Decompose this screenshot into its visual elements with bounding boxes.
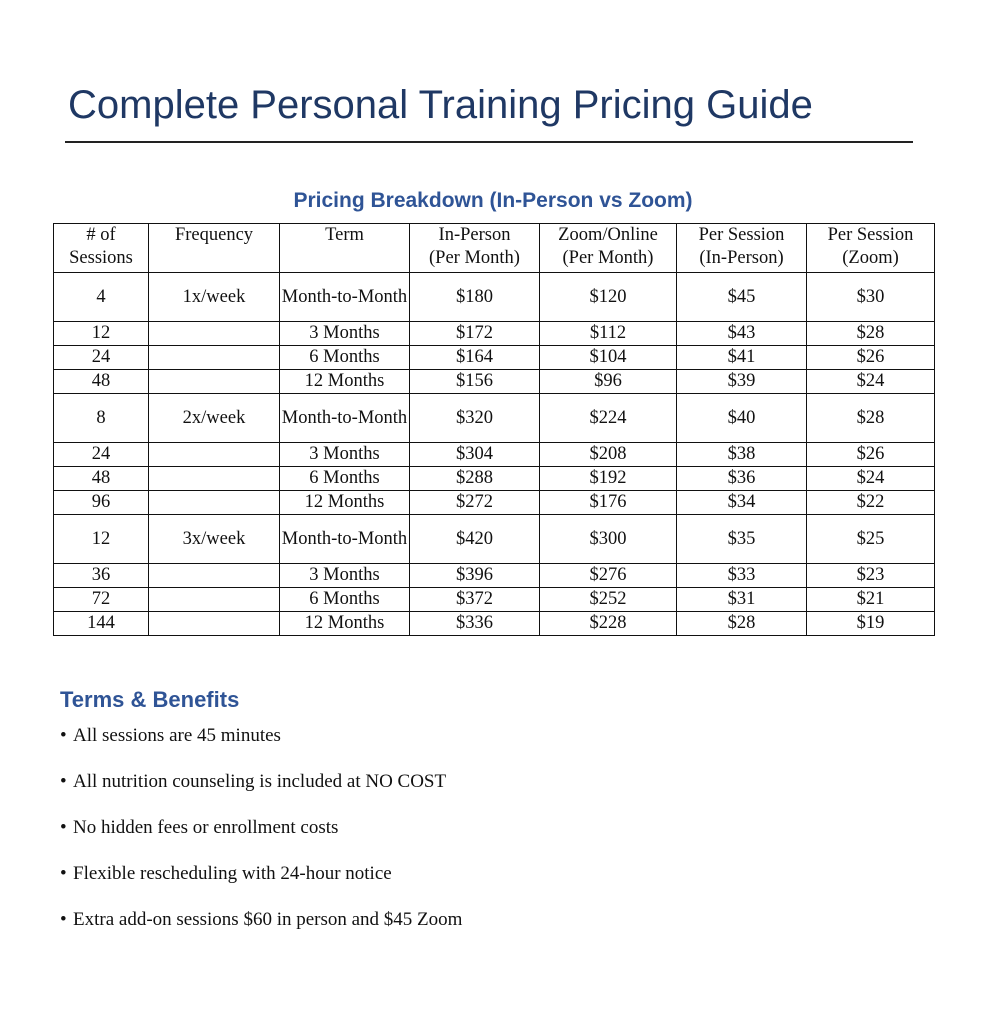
terms-item-text: All nutrition counseling is included at NO COST [73,771,447,792]
per-session-in-person-cell: $36 [677,467,807,491]
zoom-month-cell: $276 [540,564,677,588]
zoom-month-cell: $300 [540,515,677,564]
table-row [54,273,935,322]
per-session-zoom-cell: $24 [807,467,935,491]
sessions-cell: 24 [54,443,149,467]
sessions-cell: 36 [54,564,149,588]
per-session-zoom-cell: $30 [807,273,935,322]
header-term [280,224,410,273]
terms-item-text: All sessions are 45 minutes [73,725,281,746]
frequency-cell [149,491,280,515]
header-sessions-line-1: # of [86,225,116,245]
sessions-cell: 48 [54,467,149,491]
term-cell: 6 Months [280,346,410,370]
zoom-month-cell: $252 [540,588,677,612]
frequency-cell [149,346,280,370]
terms-list [60,722,462,952]
frequency-cell: 3x/week [149,515,280,564]
terms-heading: Terms & Benefits [60,687,240,712]
per-session-in-person-cell: $45 [677,273,807,322]
in-person-month-cell: $304 [410,443,540,467]
table-row [54,515,935,564]
sessions-cell: 24 [54,346,149,370]
header-frequency-line-1: Frequency [174,225,254,245]
header-in-person-month [410,224,540,273]
in-person-month-cell: $180 [410,273,540,322]
per-session-zoom-cell: $22 [807,491,935,515]
header-zoom-month [540,224,677,273]
header-per-session-zoom [807,224,935,273]
table-header-row [54,224,935,273]
frequency-cell: 2x/week [149,394,280,443]
term-cell: 6 Months [280,588,410,612]
term-cell: 12 Months [280,612,410,636]
header-in-person-month-line-2: (Per Month) [429,248,520,268]
per-session-in-person-cell: $43 [677,322,807,346]
zoom-month-cell: $176 [540,491,677,515]
terms-item-text: Flexible rescheduling with 24-hour notice [73,863,392,884]
zoom-month-cell: $208 [540,443,677,467]
per-session-zoom-cell: $19 [807,612,935,636]
in-person-month-cell: $272 [410,491,540,515]
in-person-month-cell: $396 [410,564,540,588]
per-session-zoom-cell: $26 [807,346,935,370]
bullet-icon: • [60,909,67,930]
header-sessions-line-2: Sessions [69,248,133,268]
frequency-cell [149,612,280,636]
header-per-session-in-person-line-1: Per Session [698,225,785,245]
in-person-month-cell: $372 [410,588,540,612]
table-row [54,322,935,346]
table-row [54,467,935,491]
table-caption: Pricing Breakdown (In-Person vs Zoom) [293,189,693,212]
sessions-cell: 48 [54,370,149,394]
per-session-in-person-cell: $31 [677,588,807,612]
table-row [54,612,935,636]
header-frequency [149,224,280,273]
per-session-in-person-cell: $35 [677,515,807,564]
per-session-zoom-cell: $21 [807,588,935,612]
page-title: Complete Personal Training Pricing Guide [68,83,813,127]
table-row [54,491,935,515]
frequency-cell [149,564,280,588]
term-cell: Month-to-Month [280,394,410,443]
zoom-month-cell: $112 [540,322,677,346]
frequency-cell [149,467,280,491]
frequency-cell: 1x/week [149,273,280,322]
terms-list-item [60,768,462,814]
zoom-month-cell: $224 [540,394,677,443]
bullet-icon: • [60,863,67,884]
zoom-month-cell: $120 [540,273,677,322]
in-person-month-cell: $420 [410,515,540,564]
sessions-cell: 72 [54,588,149,612]
in-person-month-cell: $336 [410,612,540,636]
table-row [54,564,935,588]
terms-item-text: No hidden fees or enrollment costs [73,817,339,838]
pricing-table-body [54,273,935,636]
term-cell: 12 Months [280,370,410,394]
sessions-cell: 8 [54,394,149,443]
sessions-cell: 144 [54,612,149,636]
per-session-zoom-cell: $28 [807,394,935,443]
terms-list-item [60,860,462,906]
term-cell: 12 Months [280,491,410,515]
in-person-month-cell: $164 [410,346,540,370]
sessions-cell: 12 [54,322,149,346]
header-sessions [54,224,149,273]
per-session-in-person-cell: $40 [677,394,807,443]
header-in-person-month-line-1: In-Person [438,225,511,245]
header-per-session-in-person [677,224,807,273]
bullet-icon: • [60,817,67,838]
per-session-zoom-cell: $23 [807,564,935,588]
per-session-in-person-cell: $28 [677,612,807,636]
frequency-cell [149,370,280,394]
title-divider [65,141,913,143]
zoom-month-cell: $228 [540,612,677,636]
header-per-session-zoom-line-2: (Zoom) [842,248,899,268]
header-per-session-in-person-line-2: (In-Person) [699,248,784,268]
frequency-cell [149,443,280,467]
per-session-zoom-cell: $24 [807,370,935,394]
per-session-in-person-cell: $33 [677,564,807,588]
per-session-in-person-cell: $38 [677,443,807,467]
zoom-month-cell: $96 [540,370,677,394]
terms-list-item [60,814,462,860]
per-session-in-person-cell: $41 [677,346,807,370]
in-person-month-cell: $156 [410,370,540,394]
per-session-in-person-cell: $34 [677,491,807,515]
table-row [54,346,935,370]
per-session-in-person-cell: $39 [677,370,807,394]
sessions-cell: 96 [54,491,149,515]
term-cell: 3 Months [280,443,410,467]
bullet-icon: • [60,771,67,792]
table-row [54,394,935,443]
in-person-month-cell: $320 [410,394,540,443]
zoom-month-cell: $192 [540,467,677,491]
per-session-zoom-cell: $26 [807,443,935,467]
header-per-session-zoom-line-1: Per Session [827,225,914,245]
table-row [54,370,935,394]
terms-list-item [60,906,462,952]
frequency-cell [149,588,280,612]
terms-item-text: Extra add-on sessions $60 in person and $45 Zoom [73,909,463,930]
per-session-zoom-cell: $28 [807,322,935,346]
zoom-month-cell: $104 [540,346,677,370]
term-cell: 6 Months [280,467,410,491]
per-session-zoom-cell: $25 [807,515,935,564]
sessions-cell: 12 [54,515,149,564]
bullet-icon: • [60,725,67,746]
terms-list-item [60,722,462,768]
term-cell: 3 Months [280,564,410,588]
term-cell: 3 Months [280,322,410,346]
term-cell: Month-to-Month [280,515,410,564]
header-zoom-month-line-2: (Per Month) [562,248,654,268]
header-term-line-1: Term [325,225,364,245]
term-cell: Month-to-Month [280,273,410,322]
frequency-cell [149,322,280,346]
pricing-table [53,223,935,636]
in-person-month-cell: $172 [410,322,540,346]
table-row [54,443,935,467]
header-zoom-month-line-1: Zoom/Online [558,225,658,245]
in-person-month-cell: $288 [410,467,540,491]
table-row [54,588,935,612]
sessions-cell: 4 [54,273,149,322]
